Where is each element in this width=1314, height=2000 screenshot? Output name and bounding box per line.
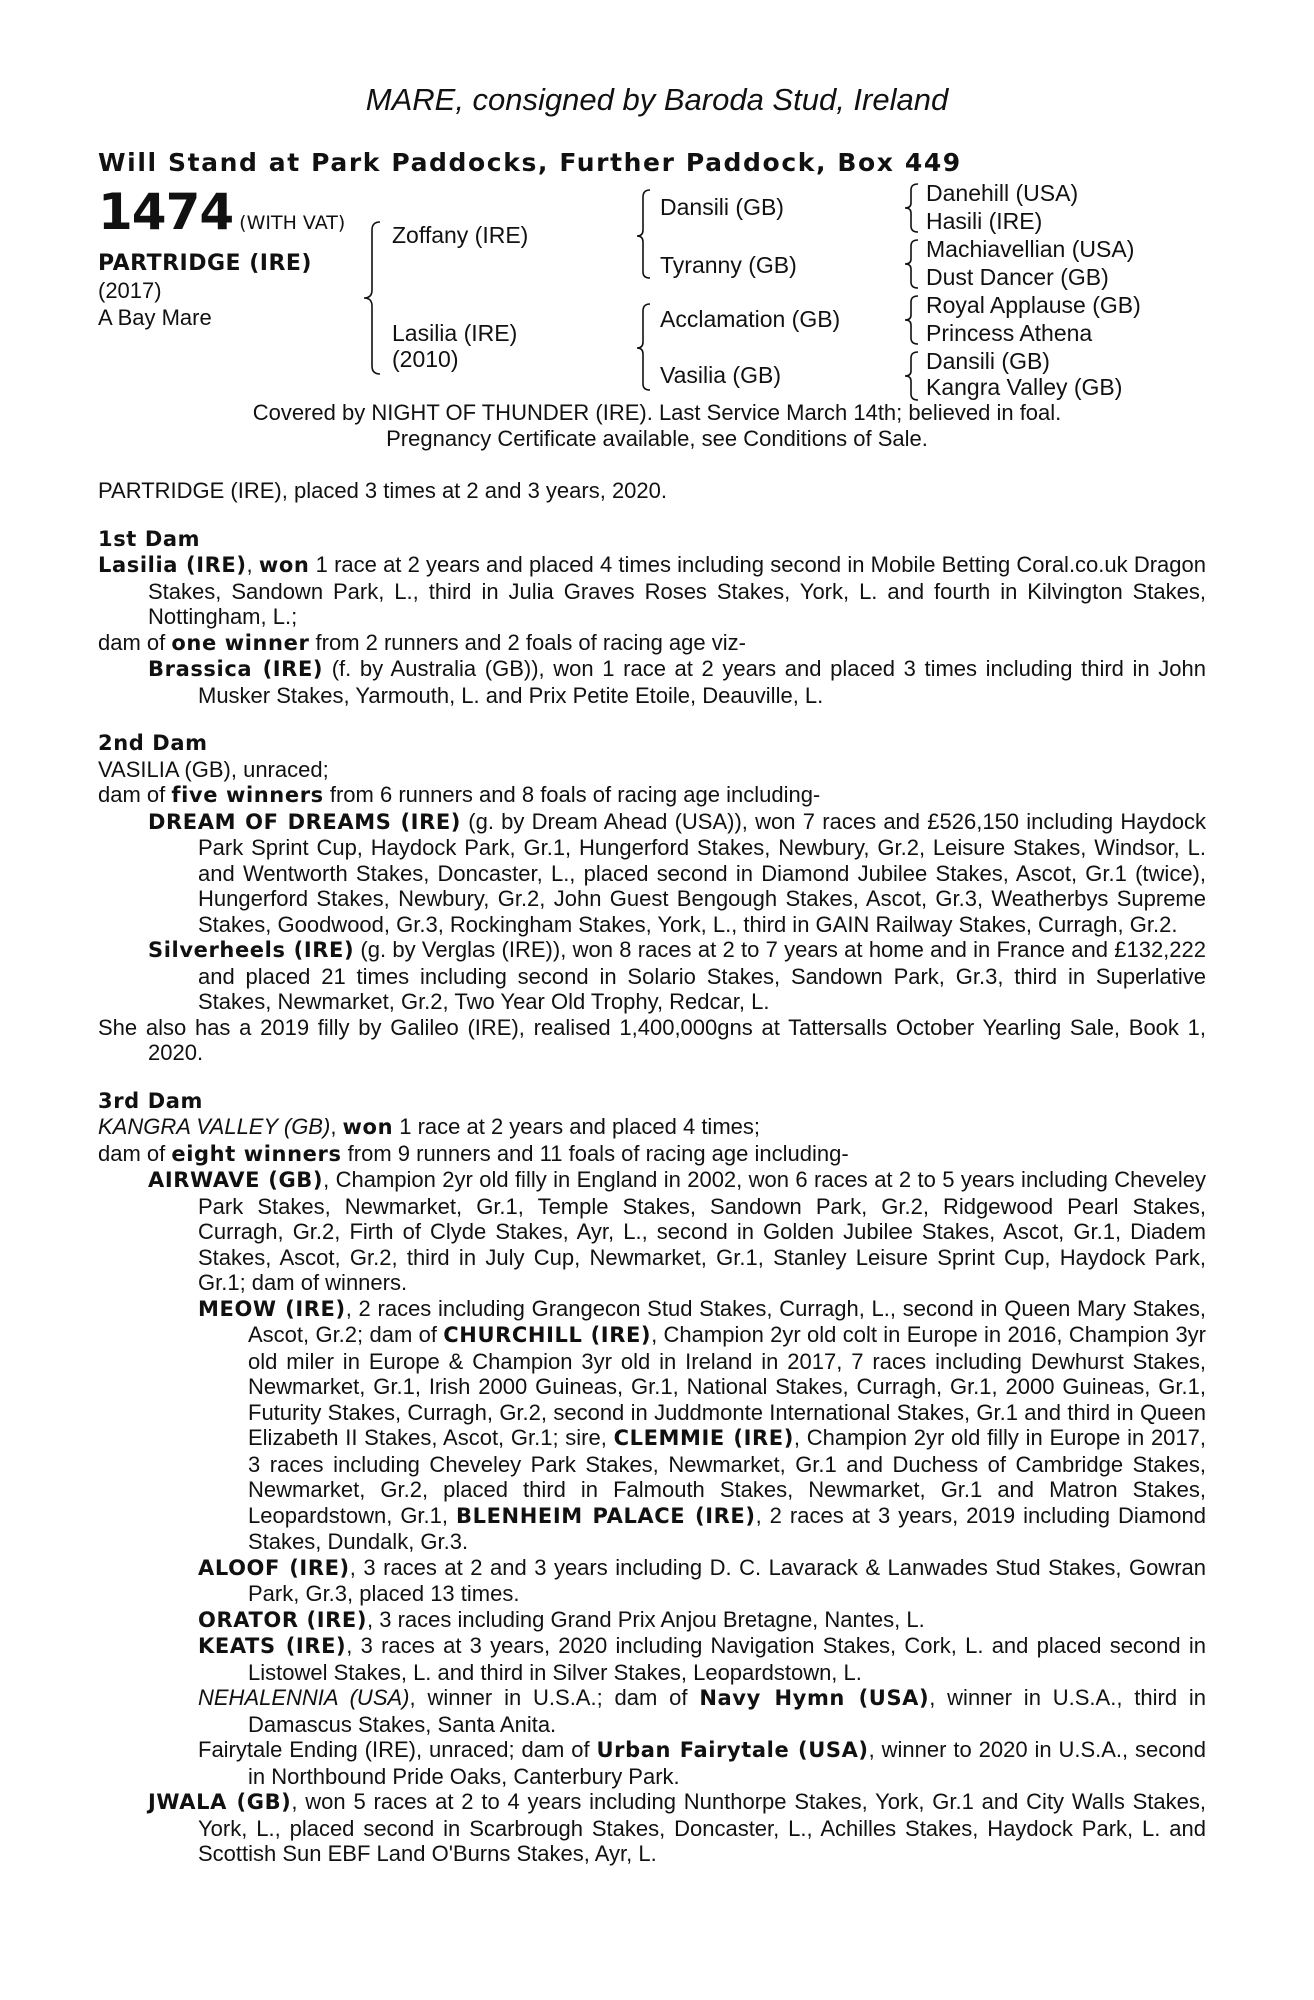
meow-name: MEOW (IRE): [198, 1296, 346, 1321]
pedigree-g7: Dansili (GB): [926, 348, 1050, 374]
first-dam-produce-post: from 2 runners and 2 foals of racing age viz-: [309, 629, 746, 655]
orator-text: , 3 races including Grand Prix Anjou Bretagne, Nantes, L.: [367, 1606, 925, 1632]
second-dam-produce: [98, 782, 1206, 809]
pedigree-g4: Dust Dancer (GB): [926, 264, 1109, 290]
churchill-text: , Champion 2yr old colt in Europe in 2016, Champion 3yr old miler in Europe & Champion 3yr old in Ireland in 2017, 7 races including Dewhurst Stakes, Newmarket, Gr.1, Irish 2000 Guineas, Gr.1, National Stakes, Curragh, Gr.1, 2000 Guineas, Gr.1, Futurity Stakes, Curragh, Gr.2, second in Juddmonte International Stakes, Gr.1 and third in Queen Elizabeth II Stakes, Ascot, Gr.1; sire,: [248, 1322, 1207, 1450]
clemmie-name: CLEMMIE (IRE): [613, 1426, 794, 1450]
horse-year: (2017): [98, 278, 162, 303]
orator-name: ORATOR (IRE): [198, 1607, 368, 1632]
jwala-text: , won 5 races at 2 to 4 years including Nunthorpe Stakes, York, Gr.1 and City Walls Stakes, York, L., placed second in Scarbrough Stakes, Doncaster, L., Achilles Stakes, Haydock Park, L. and Scottish Sun EBF Land O'Burns Stakes, Ayr, L.: [198, 1789, 1207, 1866]
bracket-main: [364, 222, 380, 374]
vat-note: (WITH VAT): [239, 212, 346, 234]
pedigree-sire: Zoffany (IRE): [392, 222, 529, 248]
third-dam-won: won: [342, 1115, 394, 1139]
pedigree-sire-sire: Dansili (GB): [660, 194, 784, 220]
nehalennia-entry: [98, 1685, 1206, 1737]
third-dam-produce-bold: eight winners: [171, 1141, 342, 1166]
pedigree-g3: Machiavellian (USA): [926, 236, 1135, 262]
third-dam-text: 1 race at 2 years and placed 4 times;: [393, 1114, 760, 1139]
second-dam-heading: 2nd Dam: [98, 731, 208, 755]
first-dam-won: won: [258, 553, 310, 577]
bracket-dam: [637, 304, 650, 390]
first-dam-produce: [98, 630, 1206, 657]
second-dam-produce-pre: dam of: [98, 782, 172, 807]
aloof-entry: [98, 1555, 1206, 1607]
stabling-location: Will Stand at Park Paddocks, Further Paddock, Box 449: [98, 148, 962, 177]
pedigree-g1: Danehill (USA): [926, 180, 1079, 206]
nehalennia-text: , winner in U.S.A.; dam of: [409, 1685, 700, 1710]
lot-number: 1474: [98, 183, 234, 241]
navy-hymn-name: Navy Hymn (USA): [699, 1686, 930, 1710]
dream-of-dreams-name: DREAM OF DREAMS (IRE): [148, 809, 461, 834]
meow-text: , 2 races including Grangecon Stud Stakes, Curragh, L., second in Queen Mary Stakes, Ascot, Gr.2; dam of: [248, 1295, 1207, 1347]
airwave-entry: [98, 1167, 1206, 1296]
second-dam-produce-post: from 6 runners and 8 foals of racing age including-: [323, 782, 821, 807]
airwave-text: , Champion 2yr old filly in England in 2002, won 6 races at 2 to 5 years including Cheveley Park Stakes, Newmarket, Gr.1, Temple Stakes, Sandown Park, Gr.2, Ridgewood Pearl Stakes, Curragh, Gr.2, Firth of Clyde Stakes, Ayr, L., second in Golden Jubilee Stakes, Ascot, Gr.1, Diadem Stakes, Ascot, Gr.2, third in July Cup, Newmarket, Gr.1, Stanley Leisure Sprint Cup, Haydock Park, Gr.1; dam of winners.: [198, 1167, 1206, 1295]
pregnancy-line: Pregnancy Certificate available, see Conditions of Sale.: [386, 426, 928, 451]
orator-entry: [98, 1607, 1206, 1634]
pedigree-brackets: [0, 0, 1314, 420]
bracket-g1: [905, 184, 918, 232]
second-dam-note: She also has a 2019 filly by Galileo (IRE), realised 1,400,000gns at Tattersalls October Yearling Sale, Book 1, 2020.: [98, 1014, 1206, 1065]
jwala-name: JWALA (GB): [148, 1790, 292, 1814]
pedigree-dam-dam: Vasilia (GB): [660, 362, 781, 388]
pedigree-sire-dam: Tyranny (GB): [660, 252, 797, 278]
airwave-name: AIRWAVE (GB): [148, 1168, 324, 1192]
covering-note: [0, 400, 1314, 452]
churchill-name: CHURCHILL (IRE): [443, 1323, 652, 1347]
blenheim-palace-name: BLENHEIM PALACE (IRE): [456, 1503, 756, 1528]
first-dam-text: 1 race at 2 years and placed 4 times including second in Mobile Betting Coral.co.uk Dragon Stakes, Sandown Park, L., third in Julia Graves Roses Stakes, York, L. and fourth in Kilvington Stakes, Nottingham, L.;: [148, 552, 1206, 629]
covering-line: Covered by NIGHT OF THUNDER (IRE). Last Service March 14th; believed in foal.: [252, 400, 1062, 425]
blenheim-palace-text: , 2 races at 3 years, 2019 including Diamond Stakes, Dundalk, Gr.3.: [248, 1502, 1206, 1554]
third-dam-record: [98, 1114, 1206, 1141]
nehalennia-name: NEHALENNIA (USA): [198, 1685, 410, 1710]
navy-hymn-text: , winner in U.S.A., third in Damascus Stakes, Santa Anita.: [248, 1685, 1207, 1737]
pedigree-g6: Princess Athena: [926, 320, 1093, 346]
pedigree-g2: Hasili (IRE): [926, 208, 1043, 234]
third-dam-produce: [98, 1141, 1206, 1168]
pedigree-dam-sire: Acclamation (GB): [660, 306, 841, 332]
second-dam-name: VASILIA (GB), unraced;: [98, 756, 329, 782]
pedigree-g5: Royal Applause (GB): [926, 292, 1141, 318]
fairytale-ending-text: Fairytale Ending (IRE), unraced; dam of: [198, 1737, 597, 1762]
first-dam-produce-pre: dam of: [98, 629, 172, 655]
bracket-sire: [637, 190, 650, 278]
aloof-name: ALOOF (IRE): [198, 1555, 350, 1580]
first-dam-produce-bold: one winner: [171, 630, 310, 655]
horse-name: PARTRIDGE (IRE): [98, 251, 312, 276]
keats-text: , 3 races at 3 years, 2020 including Navigation Stakes, Cork, L. and placed second in Listowel Stakes, L. and third in Silver Stakes, Leopardstown, L.: [248, 1633, 1206, 1685]
horse-intro: PARTRIDGE (IRE), placed 3 times at 2 and 3 years, 2020.: [98, 478, 667, 503]
pedigree-g8: Kangra Valley (GB): [926, 374, 1123, 400]
third-dam-heading: 3rd Dam: [98, 1088, 203, 1113]
brassica-text: (f. by Australia (GB)), won 1 race at 2 years and placed 3 times including third in John Musker Stakes, Yarmouth, L. and Prix Petite Etoile, Deauville, L.: [198, 656, 1206, 708]
silverheels-text: (g. by Verglas (IRE)), won 8 races at 2 to 7 years at home and in France and £132,222 and placed 21 times including second in Solario Stakes, Sandown Park, Gr.3, third in Superlative Stakes, Newmarket, Gr.2, Two Year Old Trophy, Redcar, L.: [198, 937, 1207, 1014]
urban-fairytale-text: , winner to 2020 in U.S.A., second in Northbound Pride Oaks, Canterbury Park.: [248, 1737, 1207, 1789]
consignor-header: MARE, consigned by Baroda Stud, Ireland: [365, 82, 949, 117]
first-dam-foal: [98, 656, 1206, 708]
fairytale-ending-entry: [98, 1737, 1206, 1789]
clemmie-text: , Champion 2yr old filly in Europe in 2017, 3 races including Cheveley Park Stakes, Newmarket, Gr.1 and Duchess of Cambridge Stakes, Newmarket, Gr.2, placed third in Falmouth Stakes, Newmarket, Gr.1 and Matron Stakes, Leopardstown, Gr.1,: [248, 1425, 1206, 1528]
bracket-g3: [905, 296, 918, 344]
third-dam-produce-post: from 9 runners and 11 foals of racing age including-: [341, 1140, 849, 1166]
urban-fairytale-name: Urban Fairytale (USA): [596, 1738, 869, 1762]
first-dam-name: Lasilia (IRE): [98, 553, 247, 577]
dream-of-dreams-text: (g. by Dream Ahead (USA)), won 7 races and £526,150 including Haydock Park Sprint Cup, Haydock Park, Gr.1, Hungerford Stakes, Newbury, Gr.2, Leisure Stakes, Windsor, L. and Wentworth Stakes, Doncaster, L., placed second in Diamond Jubilee Stakes, Ascot, Gr.1 (twice), Hungerford Stakes, Newbury, Gr.2, John Guest Bengough Stakes, Ascot, Gr.3, Weatherbys Supreme Stakes, Goodwood, Gr.3, Rockingham Stakes, York, L., third in GAIN Railway Stakes, Curragh, Gr.2.: [198, 808, 1206, 937]
horse-description: A Bay Mare: [98, 305, 212, 330]
third-dam-sep: ,: [330, 1114, 343, 1139]
third-dam-name: KANGRA VALLEY (GB): [98, 1114, 331, 1139]
silverheels-entry: [98, 937, 1206, 1015]
first-dam-record: Lasilia (IRE), won 1 race at 2 years and placed 4 times including second in Mobile Betting Coral.co.uk Dragon Stakes, Sandown Park, L., third in Julia Graves Roses Stakes, York, L. and fourth in Kilvington Stakes, Nottingham, L.;: [98, 552, 1206, 629]
aloof-text: , 3 races at 2 and 3 years including D. C. Lavarack & Lanwades Stud Stakes, Gowran Park, Gr.3, placed 13 times.: [248, 1554, 1206, 1606]
pedigree-dam: Lasilia (IRE): [392, 320, 518, 346]
pedigree-dam-year: (2010): [392, 346, 459, 372]
jwala-entry: [98, 1789, 1206, 1867]
bracket-g4: [905, 352, 918, 400]
keats-entry: [98, 1633, 1206, 1685]
produce-record: [98, 478, 1206, 1867]
silverheels-name: Silverheels (IRE): [148, 938, 355, 962]
third-dam-produce-pre: dam of: [98, 1140, 172, 1166]
keats-name: KEATS (IRE): [198, 1634, 347, 1658]
bracket-g2: [905, 240, 918, 288]
brassica-name: Brassica (IRE): [148, 657, 324, 681]
second-dam-produce-bold: five winners: [171, 783, 324, 807]
meow-entry: [98, 1296, 1206, 1555]
dream-of-dreams-entry: [98, 809, 1206, 938]
first-dam-heading: 1st Dam: [98, 526, 201, 551]
